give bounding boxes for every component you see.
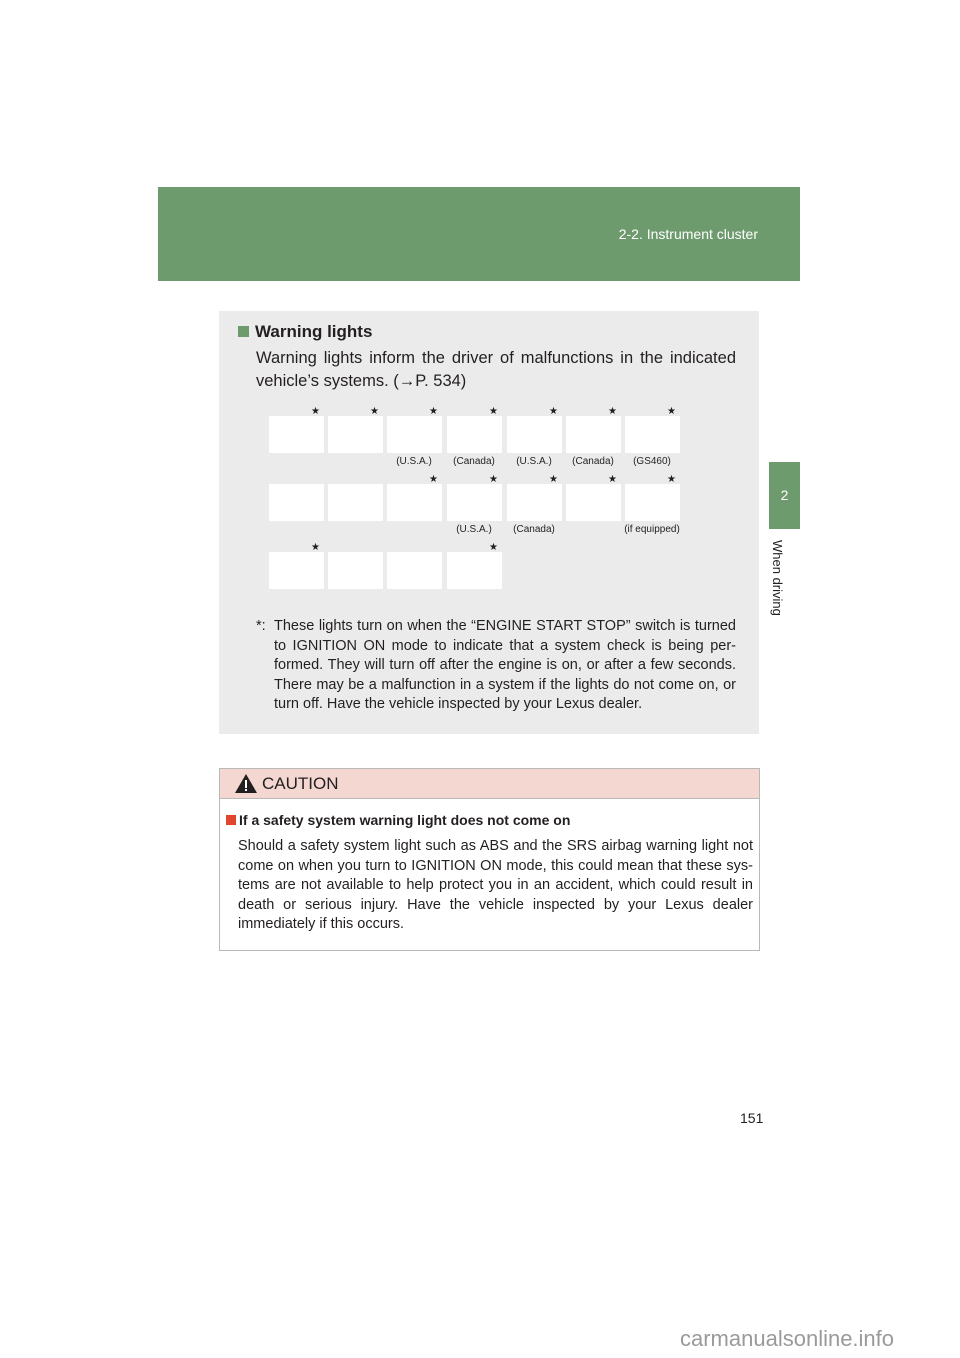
footnote-mark: *: [256,618,266,634]
footnote-text: These lights turn on when the “ENGINE START STOP” switch is turned to IGNITION ON mode to indicate that a system check is being per-formed. They will turn off after the engine is on, or after a few seconds. There may be a malfunction in a system if the lights do not come on, or turn off. Have the vehicle inspected by your Lexus dealer. [274,618,736,712]
asterisk-icon: ★ [549,474,558,485]
light-label: (U.S.A.) [456,524,492,535]
page-number: 151 [740,1110,764,1126]
chapter-label: When driving [770,540,785,616]
caution-header [220,769,759,799]
warning-light-icon [269,484,324,521]
bullet-square-icon [226,815,236,825]
caution-body: Should a safety system light such as ABS and the SRS airbag warning light not come on when you turn to IGNITION ON mode, this could mean that these sys-tems are not available to help protect you in an accident, which could result in death or serious injury. Have the vehicle inspected by your Lexus dealer immediately if this occurs. [238,838,753,932]
warning-light-icon [387,416,442,453]
light-label: (GS460) [633,456,671,467]
watermark: carmanualsonline.info [680,1326,895,1351]
chapter-tab: 2 [769,462,800,529]
asterisk-icon: ★ [608,474,617,485]
intro-text: Warning lights inform the driver of malfunctions in the indicated vehicle’s systems. (→P. 534) [256,349,736,390]
warning-lights-heading [238,322,372,342]
warning-light-icon [269,416,324,453]
asterisk-icon: ★ [549,406,558,417]
warning-light-icon [269,552,324,589]
caution-heading [226,812,570,828]
section-header [158,187,800,281]
warning-light-icon [447,552,502,589]
warning-light-icon [566,484,621,521]
light-label: (Canada) [513,524,555,535]
asterisk-icon: ★ [311,542,320,553]
warning-light-icon [507,484,562,521]
asterisk-icon: ★ [489,406,498,417]
asterisk-icon: ★ [489,474,498,485]
warning-light-icon [328,416,383,453]
bullet-square-icon [238,326,249,337]
section-title: 2-2. Instrument cluster [618,226,758,242]
light-label: (Canada) [453,456,495,467]
light-label: (Canada) [572,456,614,467]
light-label: (U.S.A.) [396,456,432,467]
warning-light-icon [625,484,680,521]
light-label: (if equipped) [624,524,680,535]
light-label: (U.S.A.) [516,456,552,467]
warning-light-icon [387,484,442,521]
warning-light-icon [328,484,383,521]
warning-light-icon [566,416,621,453]
caution-title: CAUTION [262,774,339,793]
asterisk-icon: ★ [429,406,438,417]
asterisk-icon: ★ [667,406,676,417]
caution-heading-text: If a safety system warning light does not come on [239,812,571,828]
warning-light-icon [328,552,383,589]
warning-light-icon [447,484,502,521]
asterisk-icon: ★ [667,474,676,485]
heading-text: Warning lights [255,322,373,341]
asterisk-icon: ★ [370,406,379,417]
warning-light-icon [447,416,502,453]
asterisk-icon: ★ [608,406,617,417]
warning-triangle-icon [234,773,258,794]
asterisk-icon: ★ [489,542,498,553]
asterisk-icon: ★ [311,406,320,417]
warning-light-icon [387,552,442,589]
asterisk-icon: ★ [429,474,438,485]
caution-box [219,768,760,951]
warning-light-icon [625,416,680,453]
warning-light-icon [507,416,562,453]
footnote [256,617,736,715]
